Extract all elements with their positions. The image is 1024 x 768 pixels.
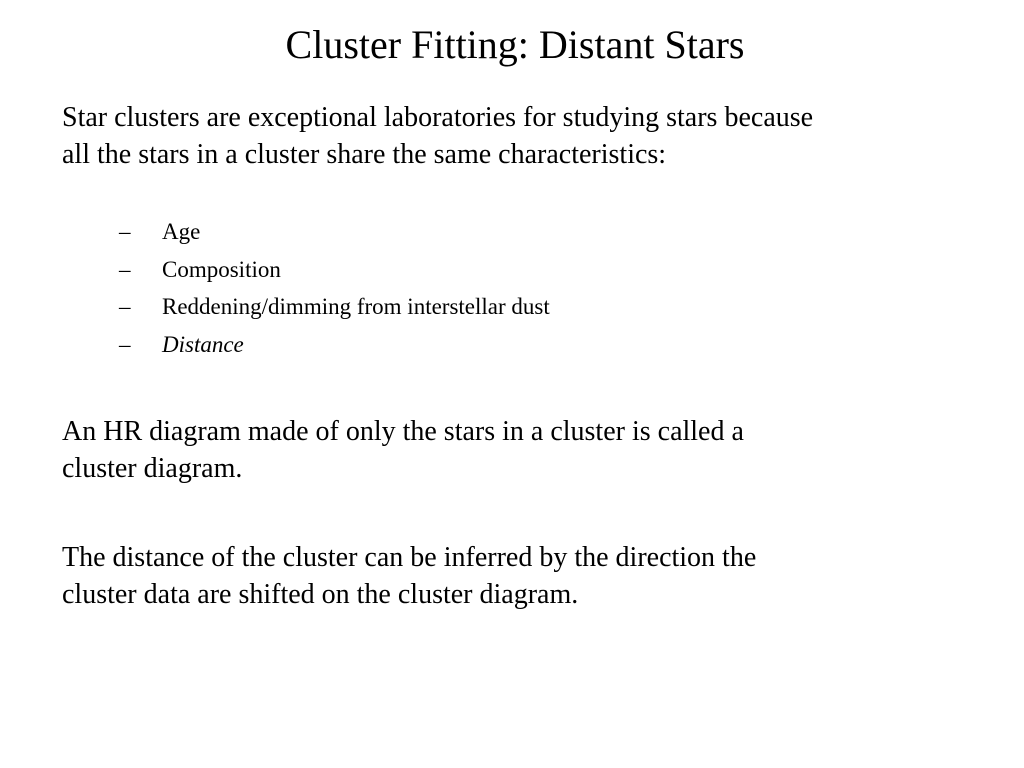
- distance-inference-paragraph: The distance of the cluster can be inferred by the direction the cluster data are shifted on the cluster diagram.: [62, 542, 757, 610]
- dash-bullet: –: [119, 256, 131, 282]
- list-item: [119, 326, 550, 364]
- list-item: [119, 251, 550, 289]
- characteristics-list: [119, 213, 550, 363]
- list-item-label: Age: [162, 219, 201, 244]
- cluster-diagram-paragraph: An HR diagram made of only the stars in a cluster is called a cluster diagram.: [62, 416, 744, 484]
- list-item: [119, 213, 550, 251]
- dash-bullet: –: [119, 294, 131, 319]
- list-item-label: Distance: [162, 331, 244, 357]
- dash-bullet: –: [119, 331, 131, 357]
- list-item-label: Reddening/dimming from interstellar dust: [162, 294, 550, 319]
- slide-title: Cluster Fitting: Distant Stars: [285, 22, 745, 67]
- list-item-label: Composition: [162, 256, 281, 282]
- list-item: [119, 288, 550, 326]
- intro-paragraph: Star clusters are exceptional laboratories for studying stars because all the stars in a cluster share the same characteristics:: [62, 102, 814, 170]
- dash-bullet: –: [119, 219, 131, 244]
